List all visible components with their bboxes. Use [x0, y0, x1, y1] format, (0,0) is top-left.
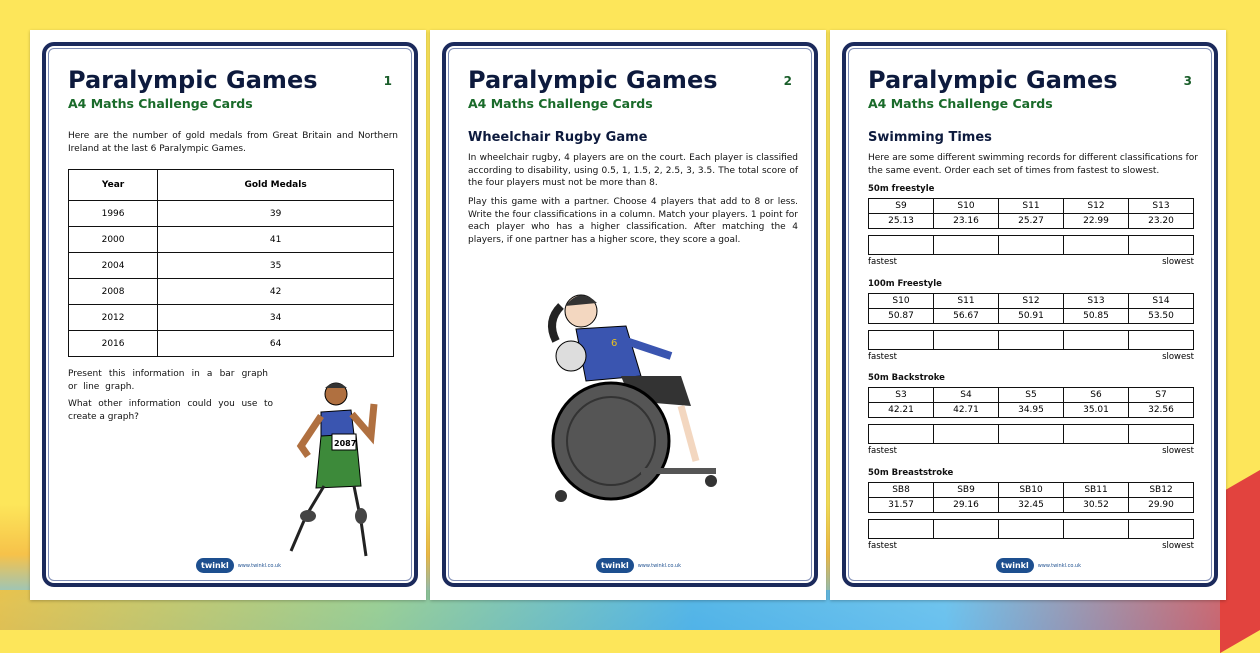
- gold-medals-cell: 42: [158, 279, 394, 305]
- task-text: What other information could you use to create a graph?: [68, 399, 273, 422]
- time-cell: 42.71: [934, 403, 999, 418]
- gold-medals-table: [68, 169, 394, 357]
- answer-row: [868, 424, 1194, 444]
- gold-medals-cell: 39: [158, 201, 394, 227]
- slowest-label: slowest: [1162, 446, 1194, 456]
- fastest-label: fastest: [868, 446, 897, 456]
- card-3: [830, 30, 1226, 600]
- class-cell: SB11: [1064, 482, 1129, 497]
- race-bib: 2087: [334, 439, 357, 448]
- class-cell: S12: [1064, 199, 1129, 214]
- time-cell: 25.13: [869, 214, 934, 229]
- time-cell: 25.27: [999, 214, 1064, 229]
- answer-box[interactable]: [934, 425, 999, 444]
- class-cell: S4: [934, 388, 999, 403]
- year-cell: 2000: [69, 227, 158, 253]
- times-table: [868, 198, 1194, 229]
- swim-event: [868, 279, 1194, 362]
- gold-medals-cell: 41: [158, 227, 394, 253]
- time-cell: 42.21: [869, 403, 934, 418]
- twinkl-logo: twinkl www.twinkl.co.uk: [596, 558, 681, 573]
- answer-box[interactable]: [869, 519, 934, 538]
- answer-box[interactable]: [1064, 236, 1129, 255]
- classes-row: [869, 482, 1194, 497]
- table-row: [69, 201, 394, 227]
- twinkl-logo: twinkl www.twinkl.co.uk: [996, 558, 1081, 573]
- answer-row: [868, 519, 1194, 539]
- swim-event: [868, 184, 1194, 267]
- time-cell: 29.90: [1129, 497, 1194, 512]
- year-cell: 2012: [69, 305, 158, 331]
- class-cell: S5: [999, 388, 1064, 403]
- wheelchair-rugby-illustration: [531, 281, 731, 511]
- answer-box[interactable]: [1129, 236, 1194, 255]
- table-row: [69, 279, 394, 305]
- answer-box[interactable]: [934, 519, 999, 538]
- time-cell: 30.52: [1064, 497, 1129, 512]
- time-cell: 32.45: [999, 497, 1064, 512]
- answer-box[interactable]: [934, 236, 999, 255]
- times-table: [868, 293, 1194, 324]
- twinkl-logo: twinkl www.twinkl.co.uk: [196, 558, 281, 573]
- intro-text: Here are some different swimming records for different classifications for the same event. Order each set of times from fastest to slowest.: [868, 153, 1198, 176]
- event-name: 100m Freestyle: [868, 278, 942, 289]
- section-heading: Wheelchair Rugby Game: [468, 130, 648, 145]
- time-cell: 34.95: [999, 403, 1064, 418]
- card-title: Paralympic Games: [868, 66, 1118, 94]
- year-cell: 1996: [69, 201, 158, 227]
- time-cell: 50.85: [1064, 308, 1129, 323]
- gold-medals-cell: 35: [158, 253, 394, 279]
- intro-text: Here are the number of gold medals from Great Britain and Northern Ireland at the last 6 Paralympic Games.: [68, 131, 398, 154]
- answer-row: [868, 235, 1194, 255]
- card-title: Paralympic Games: [68, 66, 318, 94]
- answer-box[interactable]: [1129, 519, 1194, 538]
- column-header: Gold Medals: [158, 170, 394, 201]
- time-cell: 23.20: [1129, 214, 1194, 229]
- fastest-label: fastest: [868, 257, 897, 267]
- fastest-label: fastest: [868, 540, 897, 551]
- class-cell: SB12: [1129, 482, 1194, 497]
- class-cell: SB9: [934, 482, 999, 497]
- event-name: 50m Breaststroke: [868, 467, 954, 478]
- rules-text: In wheelchair rugby, 4 players are on the court. Each player is classified according to disability, using 0.5, 1, 1.5, 2, 2.5, 3, 3.5. The total score of the four players must not be more than 8.: [468, 153, 798, 188]
- event-name: 50m freestyle: [868, 184, 935, 194]
- table-row: [69, 253, 394, 279]
- event-name: 50m Backstroke: [868, 373, 945, 383]
- answer-box[interactable]: [1129, 330, 1194, 349]
- class-cell: S11: [934, 293, 999, 308]
- swim-event: [868, 373, 1194, 456]
- answer-box[interactable]: [934, 330, 999, 349]
- time-cell: 35.01: [1064, 403, 1129, 418]
- times-row: [869, 214, 1194, 229]
- times-table: [868, 387, 1194, 418]
- year-cell: 2016: [69, 331, 158, 357]
- card-title: Paralympic Games: [468, 66, 718, 94]
- time-cell: 50.91: [999, 308, 1064, 323]
- answer-box[interactable]: [1064, 519, 1129, 538]
- background-corner: [1220, 470, 1260, 653]
- column-header: Year: [69, 170, 158, 201]
- card-1: [30, 30, 426, 600]
- time-cell: 23.16: [934, 214, 999, 229]
- card-subtitle: A4 Maths Challenge Cards: [468, 96, 653, 111]
- class-cell: S13: [1064, 293, 1129, 308]
- answer-box[interactable]: [869, 330, 934, 349]
- time-cell: 32.56: [1129, 403, 1194, 418]
- times-table: [868, 482, 1194, 513]
- times-row: [869, 308, 1194, 323]
- class-cell: S10: [869, 293, 934, 308]
- card-number: 1: [383, 74, 392, 88]
- class-cell: SB8: [869, 482, 934, 497]
- times-row: [869, 497, 1194, 512]
- gold-medals-cell: 64: [158, 331, 394, 357]
- slowest-label: slowest: [1162, 257, 1194, 267]
- time-cell: 22.99: [1064, 214, 1129, 229]
- runner-illustration: [276, 376, 396, 566]
- slowest-label: slowest: [1162, 540, 1194, 551]
- class-cell: S12: [999, 293, 1064, 308]
- answer-box[interactable]: [1064, 425, 1129, 444]
- class-cell: S9: [869, 199, 934, 214]
- slowest-label: slowest: [1162, 351, 1194, 362]
- card-number: 3: [1183, 74, 1192, 88]
- card-number: 2: [783, 74, 792, 88]
- classes-row: [869, 199, 1194, 214]
- gold-medals-cell: 34: [158, 305, 394, 331]
- section-heading: Swimming Times: [868, 130, 992, 145]
- jersey-number: 6: [611, 338, 618, 349]
- time-cell: 29.16: [934, 497, 999, 512]
- class-cell: S11: [999, 199, 1064, 214]
- card-2: [430, 30, 826, 600]
- answer-box[interactable]: [869, 425, 934, 444]
- task-text: Present this information in a bar graph or line graph.: [68, 369, 268, 392]
- answer-box[interactable]: [999, 425, 1064, 444]
- table-row: [69, 331, 394, 357]
- answer-box[interactable]: [869, 236, 934, 255]
- time-cell: 31.57: [869, 497, 934, 512]
- answer-row: [868, 330, 1194, 350]
- answer-box[interactable]: [999, 236, 1064, 255]
- fastest-label: fastest: [868, 351, 897, 362]
- year-cell: 2008: [69, 279, 158, 305]
- classes-row: [869, 293, 1194, 308]
- class-cell: SB10: [999, 482, 1064, 497]
- times-row: [869, 403, 1194, 418]
- classes-row: [869, 388, 1194, 403]
- time-cell: 56.67: [934, 308, 999, 323]
- class-cell: S14: [1129, 293, 1194, 308]
- time-cell: 50.87: [869, 308, 934, 323]
- card-subtitle: A4 Maths Challenge Cards: [868, 96, 1053, 111]
- class-cell: S13: [1129, 199, 1194, 214]
- table-row: [69, 305, 394, 331]
- swim-event: [868, 468, 1194, 551]
- instructions-text: Play this game with a partner. Choose 4 players that add to 8 or less. Write the four classifications in a column. Match your players. 1 point for each player who has a higher classification. After matching the 4 players, if one partner has a higher score, they score a goal.: [468, 197, 798, 245]
- answer-box[interactable]: [1129, 425, 1194, 444]
- answer-box[interactable]: [999, 330, 1064, 349]
- class-cell: S3: [869, 388, 934, 403]
- time-cell: 53.50: [1129, 308, 1194, 323]
- class-cell: S6: [1064, 388, 1129, 403]
- table-row: [69, 227, 394, 253]
- card-subtitle: A4 Maths Challenge Cards: [68, 96, 253, 111]
- class-cell: S10: [934, 199, 999, 214]
- class-cell: S7: [1129, 388, 1194, 403]
- answer-box[interactable]: [999, 519, 1064, 538]
- year-cell: 2004: [69, 253, 158, 279]
- answer-box[interactable]: [1064, 330, 1129, 349]
